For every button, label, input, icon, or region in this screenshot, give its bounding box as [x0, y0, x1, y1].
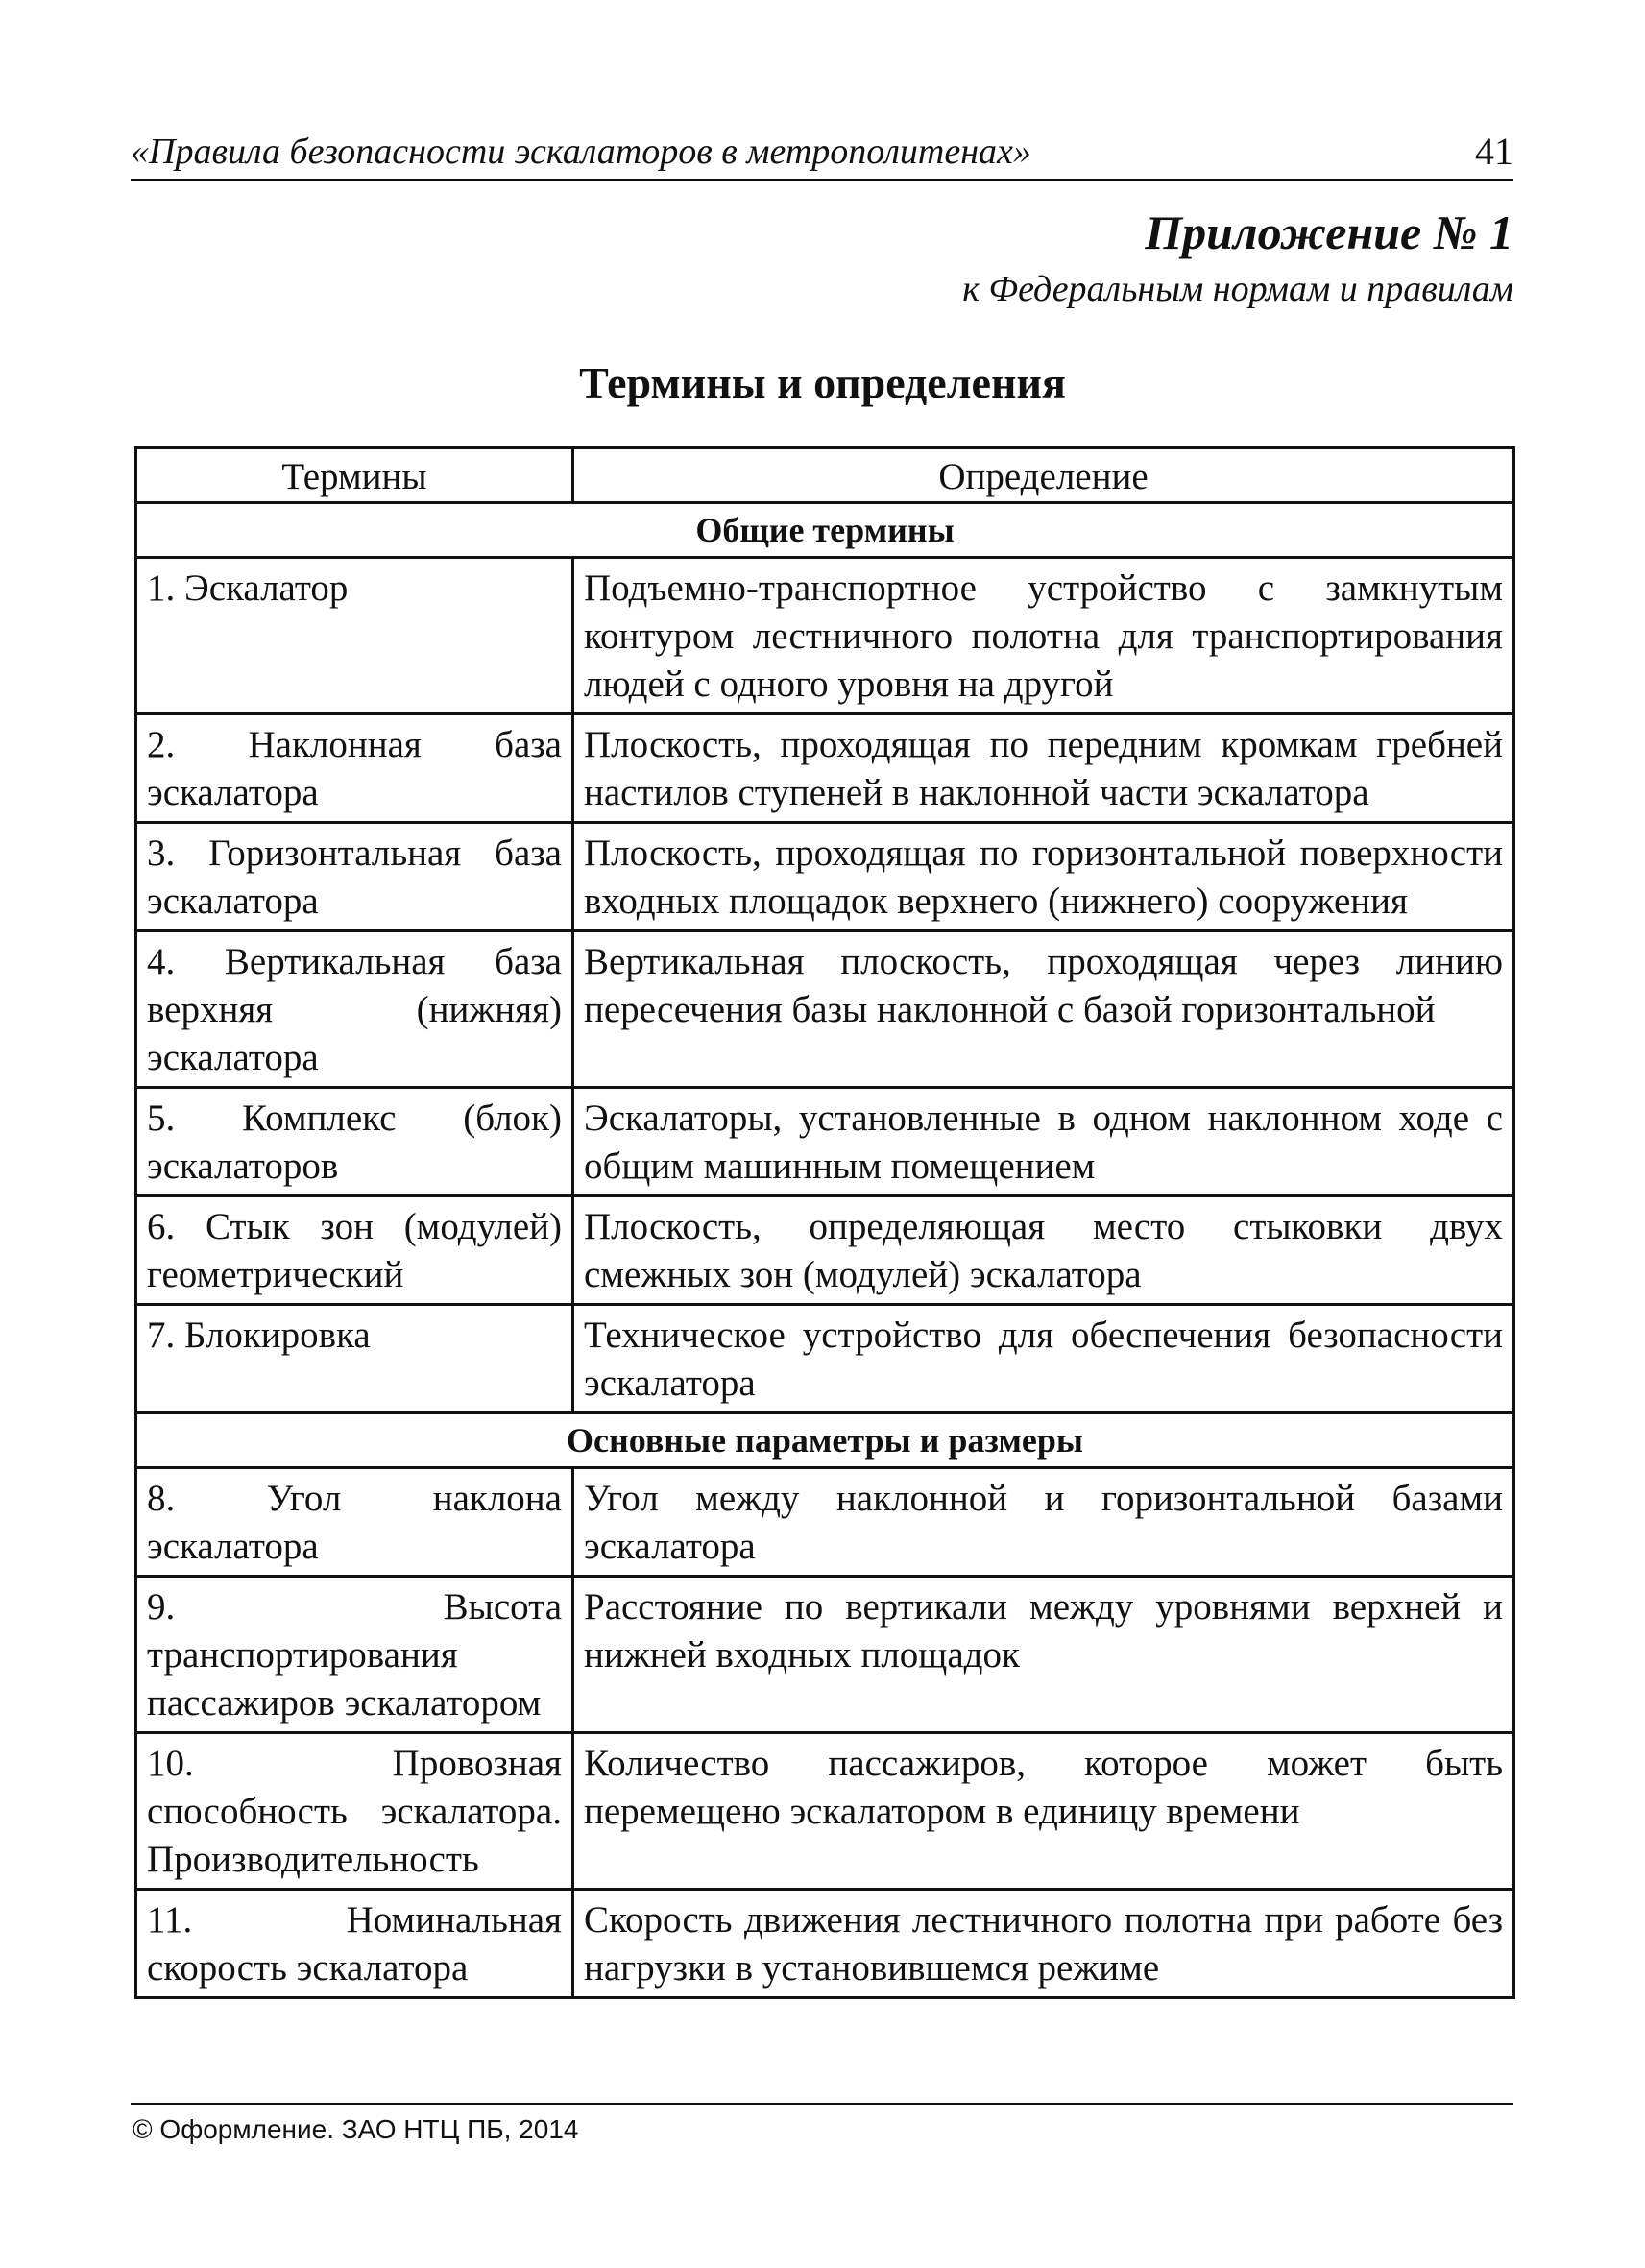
table-row: [136, 1305, 1514, 1413]
table-row: [136, 1577, 1514, 1733]
appendix-block: [962, 204, 1513, 313]
term-cell: 6. Стык зон (модулей) геометрический: [136, 1196, 573, 1305]
term-cell: 1. Эскалатор: [136, 558, 573, 714]
running-header: [131, 127, 1513, 181]
appendix-title: Приложение № 1: [1145, 205, 1513, 259]
definition-cell: Расстояние по вертикали между уровнями верхней и нижней входных площадок: [573, 1577, 1514, 1733]
term-cell: 9. Высота транспортирования пассажиров эскалатором: [136, 1577, 573, 1733]
term-cell: 8. Угол наклона эскалатора: [136, 1468, 573, 1577]
column-header-term: Термины: [136, 448, 573, 503]
definition-cell: Угол между наклонной и горизонтальной базами эскалатора: [573, 1468, 1514, 1577]
appendix-subtitle: к Федеральным нормам и правилам: [962, 269, 1513, 309]
definition-cell: Плоскость, проходящая по передним кромкам гребней настилов ступеней в наклонной части эскалатора: [573, 714, 1514, 823]
section-row-general: Общие термины: [136, 503, 1514, 558]
definition-cell: Количество пассажиров, которое может быть перемещено эскалатором в единицу времени: [573, 1733, 1514, 1890]
table-row: [136, 714, 1514, 823]
table-row: [136, 1088, 1514, 1196]
table-row: [136, 931, 1514, 1088]
table-row: [136, 1733, 1514, 1890]
definition-cell: Скорость движения лестничного полотна при работе без нагрузки в установившемся режиме: [573, 1890, 1514, 1998]
term-cell: 2. Наклонная база эскалатора: [136, 714, 573, 823]
page-number: 41: [1475, 130, 1513, 173]
definition-cell: Эскалаторы, установленные в одном наклонном ходе с общим машинным помещением: [573, 1088, 1514, 1196]
term-cell: 10. Провозная способность эскалатора. Производительность: [136, 1733, 573, 1890]
definition-cell: Техническое устройство для обеспечения безопасности эскалатора: [573, 1305, 1514, 1413]
term-cell: 11. Номинальная скорость эскалатора: [136, 1890, 573, 1998]
section-row: [136, 503, 1514, 558]
definition-cell: Плоскость, определяющая место стыковки двух смежных зон (модулей) эскалатора: [573, 1196, 1514, 1305]
footer-rule: [131, 2103, 1513, 2105]
term-cell: 3. Горизонтальная база эскалатора: [136, 823, 573, 931]
footer-copyright: © Оформление. ЗАО НТЦ ПБ, 2014: [133, 2114, 579, 2144]
table-row: [136, 1468, 1514, 1577]
term-cell: 5. Комплекс (блок) эскалаторов: [136, 1088, 573, 1196]
column-header-definition: Определение: [573, 448, 1514, 503]
table-header-row: [136, 448, 1514, 503]
term-cell: 7. Блокировка: [136, 1305, 573, 1413]
table-row: [136, 823, 1514, 931]
table-row: [136, 558, 1514, 714]
term-cell: 4. Вертикальная база верхняя (нижняя) эскалатора: [136, 931, 573, 1088]
running-title: «Правила безопасности эскалаторов в метрополитенах»: [131, 132, 1031, 172]
terms-table: [134, 446, 1515, 1999]
definition-cell: Плоскость, проходящая по горизонтальной поверхности входных площадок верхнего (нижнего) сооружения: [573, 823, 1514, 931]
section-row: [136, 1413, 1514, 1468]
definition-cell: Подъемно-транспортное устройство с замкнутым контуром лестничного полотна для транспортирования людей с одного уровня на другой: [573, 558, 1514, 714]
section-title: Термины и определения: [579, 358, 1066, 407]
section-row-parameters: Основные параметры и размеры: [136, 1413, 1514, 1468]
definition-cell: Вертикальная плоскость, проходящая через линию пересечения базы наклонной с базой горизонтальной: [573, 931, 1514, 1088]
table-row: [136, 1196, 1514, 1305]
table-row: [136, 1890, 1514, 1998]
